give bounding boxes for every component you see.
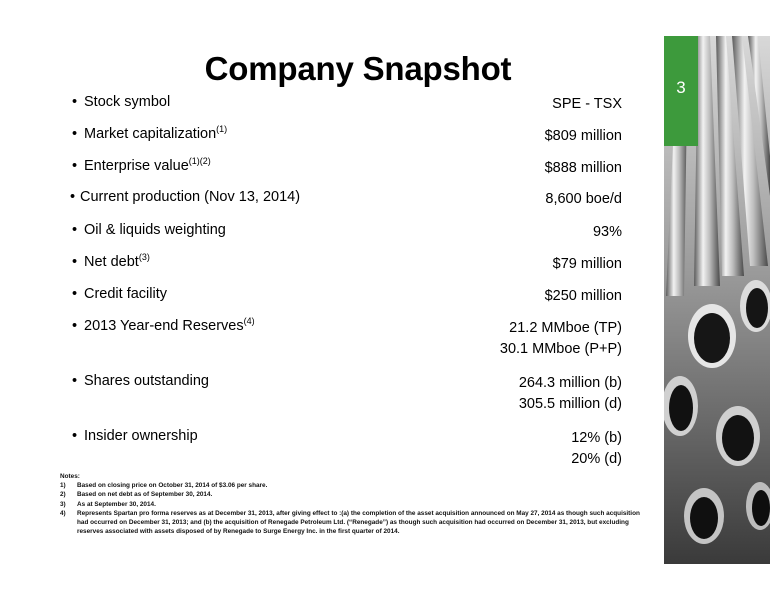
slide-title: Company Snapshot	[204, 50, 512, 87]
bullet: •	[72, 94, 78, 110]
list-item-insider-ownership	[0, 428, 640, 467]
bullet: •	[72, 254, 78, 270]
bullet: •	[72, 428, 78, 444]
bullet: •	[72, 126, 78, 142]
item-value: $250 million	[544, 288, 622, 304]
footnote-ref: (4)	[243, 316, 255, 327]
item-value: 21.2 MMboe (TP) 30.1 MMboe (P+P)	[499, 320, 622, 357]
bullet: •	[72, 286, 78, 302]
list-item-enterprise-value	[0, 158, 640, 178]
item-label: Shares outstanding	[84, 373, 209, 389]
item-label: 2013 Year-end Reserves$^{(4)}$	[84, 316, 255, 334]
list-item-current-production	[0, 189, 640, 209]
item-value: $809 million	[544, 128, 622, 144]
item-label: Insider ownership	[84, 428, 198, 444]
footnote: 3) As at September 30, 2014.	[60, 500, 156, 508]
item-value: SPE - TSX	[552, 96, 622, 112]
list-item-credit-facility	[0, 286, 640, 306]
footnote: 4) Represents Spartan pro forma reserves as at December 31, 2013, after giving effect to :(a) the completion of the asset acquisition announced on May 27, 2014 as though such acquisition had occurred on December 31, 2013; and (b) the acquisition of Renegade Petroleum Ltd. (“Renegade”) as though such acquisition had occurred on December 31, 2013, but excluding reserves associated with assets disposed of by Renegade to Surge Energy Inc. in the first quarter of 2014.	[60, 509, 640, 536]
notes-header: Notes:	[60, 473, 80, 480]
list-item-shares-outstanding	[0, 373, 640, 412]
page-number: 3	[676, 78, 686, 97]
list-item-stock-symbol	[0, 94, 640, 114]
list-item-reserves	[0, 316, 640, 357]
item-label: Enterprise value$^{(1)(2)}$	[84, 156, 211, 174]
footnote: 1) Based on closing price on October 31, 2014 of $3.06 per share.	[60, 482, 268, 490]
item-value: $79 million	[552, 256, 622, 272]
bullet: •	[72, 222, 78, 238]
item-label: Market capitalization$^{(1)}$	[84, 124, 228, 142]
footnote: 2) Based on net debt as of September 30, 2014.	[60, 491, 213, 499]
item-label: Credit facility	[84, 286, 167, 302]
footnote-ref: (3)	[138, 252, 150, 263]
bullet: •	[72, 373, 78, 389]
item-value: 8,600 boe/d	[545, 191, 622, 207]
item-label: Oil & liquids weighting	[84, 222, 226, 238]
bullet: •	[72, 158, 78, 174]
bullet: •	[72, 318, 78, 334]
footnote-ref: (1)(2)	[188, 156, 211, 167]
list-item-net-debt	[0, 254, 640, 274]
item-label: Stock symbol	[84, 94, 171, 110]
item-value: $888 million	[544, 160, 622, 176]
bullet: •	[70, 189, 76, 205]
list-item-oil-weighting	[0, 222, 640, 242]
item-label: Net debt$^{(3)}$	[84, 252, 150, 270]
item-value: 93%	[592, 224, 622, 240]
item-value: 264.3 million (b) 305.5 million (d)	[518, 375, 622, 412]
list-item-market-cap	[0, 126, 640, 146]
footnote-ref: (1)	[216, 124, 228, 135]
footnotes	[60, 472, 640, 536]
item-label: Current production (Nov 13, 2014)	[80, 189, 301, 205]
item-value: 12% (b) 20% (d)	[571, 430, 622, 467]
